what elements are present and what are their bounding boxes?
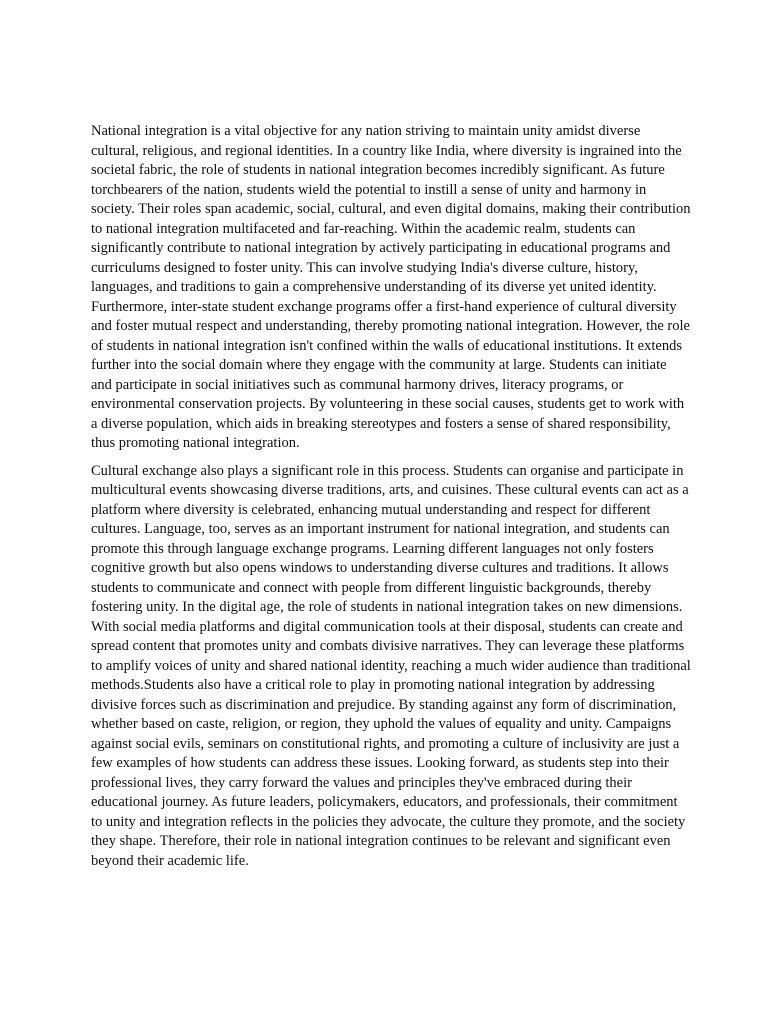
paragraph-1: National integration is a vital objective for any nation striving to maintain unity amidst diverse cultural, religious, and regional identities. In a country like India, where diversity is ingrained into the societal fabric, the role of students in national integration becomes incredibly significant. As future torchbearers of the nation, students wield the potential to instill a sense of unity and harmony in society. Their roles span academic, social, cultural, and even digital domains, making their contribution to national integration multifaceted and far-reaching. Within the academic realm, students can significantly contribute to national integration by actively participating in educational programs and curriculums designed to foster unity. This can involve studying India's diverse culture, history, languages, and traditions to gain a comprehensive understanding of its diverse yet united identity. Furthermore, inter-state student exchange programs offer a first-hand experience of cultural diversity and foster mutual respect and understanding, thereby promoting national integration. However, the role of students in national integration isn't confined within the walls of educational institutions. It extends further into the social domain where they engage with the community at large. Students can initiate and participate in social initiatives such as communal harmony drives, literacy programs, or environmental conservation projects. By volunteering in these social causes, students get to work with a diverse population, which aids in breaking stereotypes and fosters a sense of shared responsibility, thus promoting national integration. xyxy=(91,123,691,451)
document-body xyxy=(91,122,691,879)
paragraph-2: Cultural exchange also plays a significant role in this process. Students can organise and participate in multicultural events showcasing diverse traditions, arts, and cuisines. These cultural events can act as a platform where diversity is celebrated, enhancing mutual understanding and respect for different cultures. Language, too, serves as an important instrument for national integration, and students can promote this through language exchange programs. Learning different languages not only fosters cognitive growth but also opens windows to understanding diverse cultures and traditions. It allows students to communicate and connect with people from different linguistic backgrounds, thereby fostering unity. In the digital age, the role of students in national integration takes on new dimensions. With social media platforms and digital communication tools at their disposal, students can create and spread content that promotes unity and combats divisive narratives. They can leverage these platforms to amplify voices of unity and shared national identity, reaching a much wider audience than traditional methods.Students also have a critical role to play in promoting national integration by addressing divisive forces such as discrimination and prejudice. By standing against any form of discrimination, whether based on caste, religion, or region, they uphold the values of equality and unity. Campaigns against social evils, seminars on constitutional rights, and promoting a culture of inclusivity are just a few examples of how students can address these issues. Looking forward, as students step into their professional lives, they carry forward the values and principles they've embraced during their educational journey. As future leaders, policymakers, educators, and professionals, their commitment to unity and integration reflects in the policies they advocate, the culture they promote, and the society they shape. Therefore, their role in national integration continues to be relevant and significant even beyond their academic life. xyxy=(91,462,691,869)
